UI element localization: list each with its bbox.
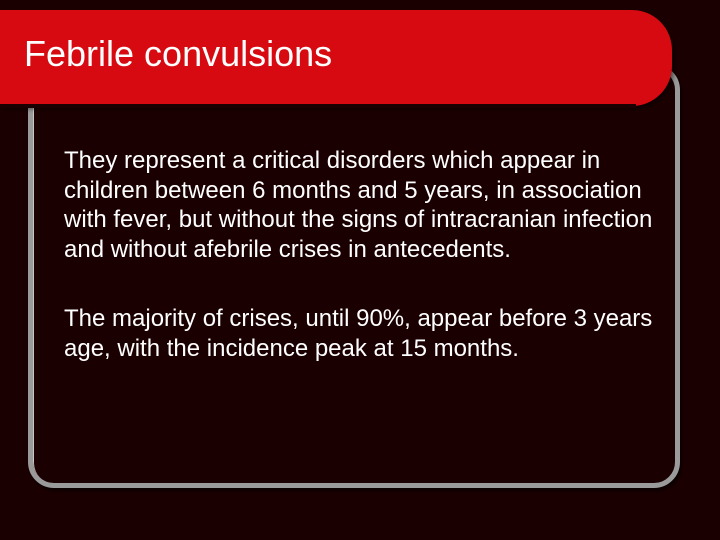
slide-body xyxy=(64,146,664,403)
title-underline xyxy=(0,104,636,108)
paragraph-incidence: The majority of crises, until 90%, appear before 3 years age, with the incidence peak at 15 months. xyxy=(64,305,653,362)
slide-title: Febrile convulsions xyxy=(24,33,333,74)
paragraph-definition: They represent a critical disorders which appear in children between 6 months and 5 years, in association with fever, but without the signs of intracranian infection and without afebrile crises in antecedents. xyxy=(64,147,653,263)
